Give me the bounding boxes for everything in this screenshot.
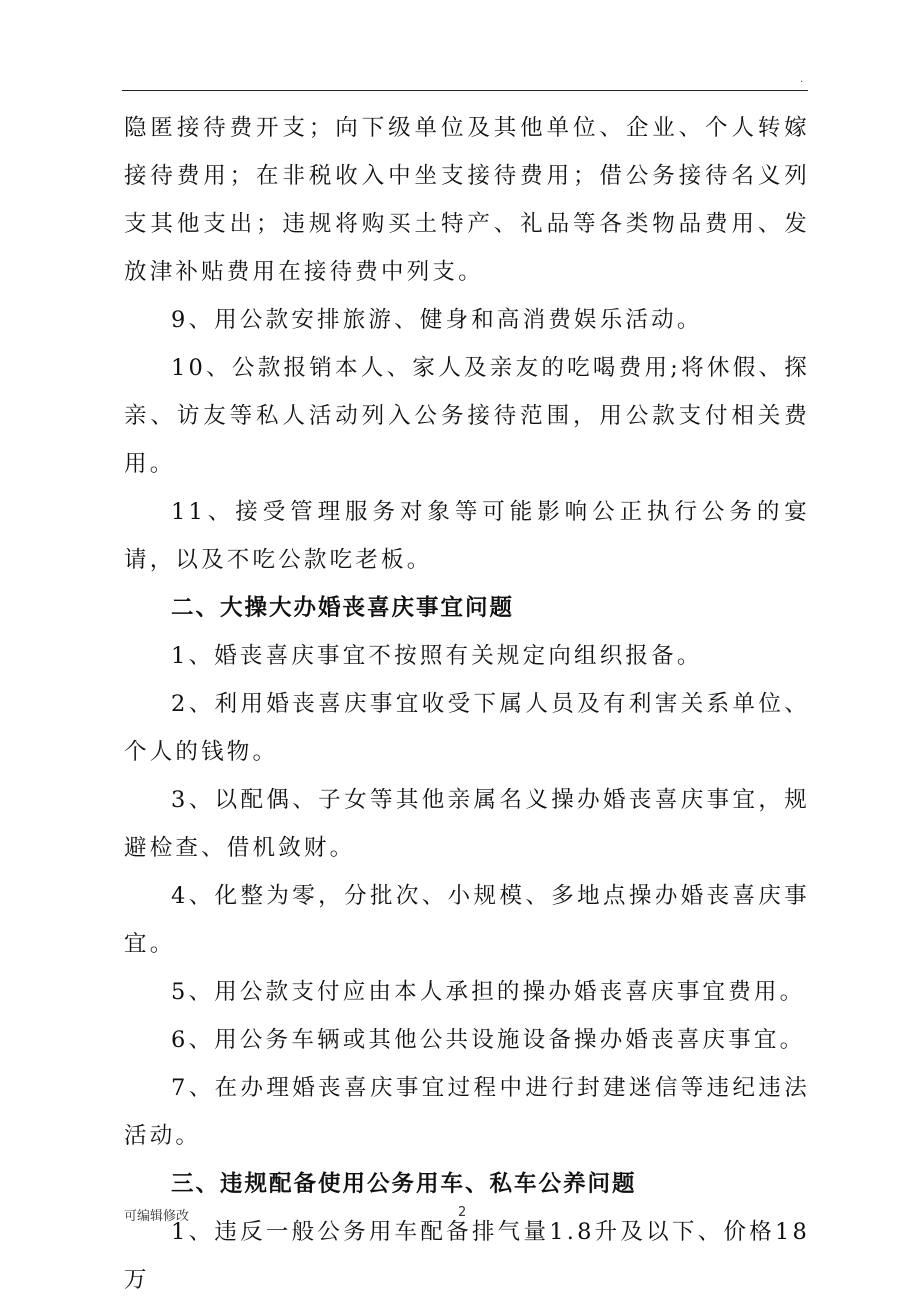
section-heading-2: 二、大操大办婚丧喜庆事宜问题 [171, 595, 515, 621]
paragraph-0: 隐匿接待费开支；向下级单位及其他单位、企业、个人转嫁接待费用；在非税收入中坐支接待费用；借公务接待名义列支其他支出；违规将购买土特产、礼品等各类物品费用、发放津补贴费用在接待费中列支。 [124, 115, 810, 285]
paragraph-11: 7、在办理婚丧喜庆事宜过程中进行封建迷信等违纪违法活动。 [124, 1075, 810, 1149]
paragraph-1: 9、用公款安排旅游、健身和高消费娱乐活动。 [171, 307, 703, 333]
page-number: 2 [458, 1205, 467, 1220]
paragraph-5: 1、婚丧喜庆事宜不按照有关规定向组织报备。 [171, 643, 703, 669]
paragraph-6: 2、利用婚丧喜庆事宜收受下属人员及有利害关系单位、个人的钱物。 [124, 691, 810, 765]
paragraph-13: 1、违反一般公务用车配备排气量1.8升及以下、价格18万 [124, 1219, 810, 1293]
paragraph-8: 4、化整为零，分批次、小规模、多地点操办婚丧喜庆事宜。 [124, 883, 810, 957]
footer-editable-note: 可编辑修改 [124, 1209, 190, 1224]
paragraph-2: 10、公款报销本人、家人及亲友的吃喝费用;将休假、探亲、访友等私人活动列入公务接待范围，用公款支付相关费用。 [124, 355, 810, 477]
paragraph-10: 6、用公务车辆或其他公共设施设备操办婚丧喜庆事宜。 [171, 1027, 806, 1053]
document-body [124, 104, 810, 1304]
section-heading-3: 三、违规配备使用公务用车、私车公养问题 [171, 1171, 637, 1197]
paragraph-3: 11、接受管理服务对象等可能影响公正执行公务的宴请，以及不吃公款吃老板。 [124, 499, 810, 573]
paragraph-7: 3、以配偶、子女等其他亲属名义操办婚丧喜庆事宜，规避检查、借机敛财。 [124, 787, 810, 861]
paragraph-9: 5、用公款支付应由本人承担的操办婚丧喜庆事宜费用。 [171, 979, 806, 1005]
header-mark: . [800, 74, 804, 85]
header-rule [122, 90, 808, 91]
